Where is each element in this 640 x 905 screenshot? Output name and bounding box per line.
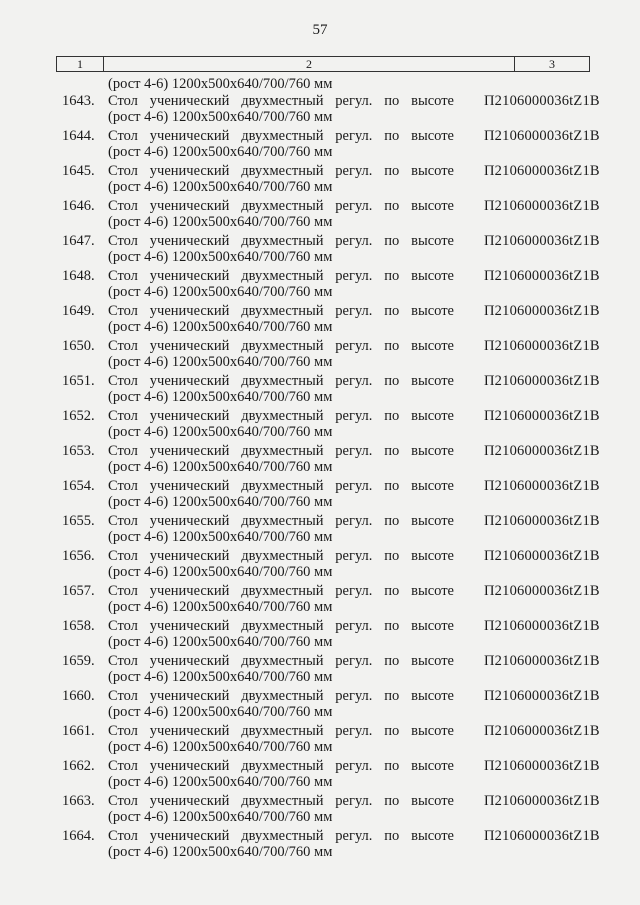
row-number: 1662. — [62, 758, 95, 774]
row-description — [108, 653, 454, 685]
row-description — [108, 233, 454, 265]
table-row — [56, 617, 616, 652]
row-number: 1650. — [62, 338, 95, 354]
row-description — [108, 548, 454, 580]
description-line-2: (рост 4-6) 1200х500х640/700/760 мм — [108, 389, 333, 405]
table-row — [56, 757, 616, 792]
table-row — [56, 547, 616, 582]
row-code: П2106000036tZ1B — [484, 443, 600, 459]
description-line-2: (рост 4-6) 1200х500х640/700/760 мм — [108, 494, 333, 510]
description-line-1: Стол ученический двухместный регул. по высоте — [108, 548, 454, 564]
table-header — [56, 56, 590, 72]
row-number: 1651. — [62, 373, 95, 389]
description-line-1: Стол ученический двухместный регул. по высоте — [108, 793, 454, 809]
description-line-1: Стол ученический двухместный регул. по высоте — [108, 688, 454, 704]
row-code: П2106000036tZ1B — [484, 793, 600, 809]
row-number: 1659. — [62, 653, 95, 669]
description-line-1: Стол ученический двухместный регул. по высоте — [108, 653, 454, 669]
row-number: 1648. — [62, 268, 95, 284]
row-code: П2106000036tZ1B — [484, 408, 600, 424]
row-description — [108, 93, 454, 125]
description-line-2: (рост 4-6) 1200х500х640/700/760 мм — [108, 214, 333, 230]
description-line-2: (рост 4-6) 1200х500х640/700/760 мм — [108, 564, 333, 580]
table-row — [56, 827, 616, 862]
description-line-1: Стол ученический двухместный регул. по высоте — [108, 723, 454, 739]
row-code: П2106000036tZ1B — [484, 93, 600, 109]
description-line-2: (рост 4-6) 1200х500х640/700/760 мм — [108, 284, 333, 300]
row-description — [108, 478, 454, 510]
description-line-2: (рост 4-6) 1200х500х640/700/760 мм — [108, 354, 333, 370]
table-row — [56, 267, 616, 302]
row-code: П2106000036tZ1B — [484, 653, 600, 669]
description-line-1: Стол ученический двухместный регул. по высоте — [108, 338, 454, 354]
table-row — [56, 687, 616, 722]
description-line-1: Стол ученический двухместный регул. по высоте — [108, 513, 454, 529]
row-description — [108, 268, 454, 300]
description-line-1: Стол ученический двухместный регул. по высоте — [108, 618, 454, 634]
row-number: 1658. — [62, 618, 95, 634]
row-number: 1645. — [62, 163, 95, 179]
table-row — [56, 337, 616, 372]
row-number: 1652. — [62, 408, 95, 424]
table-row — [56, 197, 616, 232]
row-number: 1646. — [62, 198, 95, 214]
row-number: 1657. — [62, 583, 95, 599]
row-description — [108, 793, 454, 825]
description-line-1: Стол ученический двухместный регул. по высоте — [108, 198, 454, 214]
row-description — [108, 828, 454, 860]
table-row — [56, 652, 616, 687]
table-row — [56, 92, 616, 127]
table-row — [56, 792, 616, 827]
row-description — [108, 163, 454, 195]
row-description — [108, 443, 454, 475]
description-line-1: Стол ученический двухместный регул. по высоте — [108, 828, 454, 844]
table-body — [56, 76, 616, 862]
column-header-1: 1 — [57, 57, 104, 71]
table-row — [56, 127, 616, 162]
row-description — [108, 128, 454, 160]
row-number: 1649. — [62, 303, 95, 319]
column-header-2: 2 — [104, 57, 515, 71]
row-number: 1663. — [62, 793, 95, 809]
description-line-1: Стол ученический двухместный регул. по высоте — [108, 373, 454, 389]
row-number: 1664. — [62, 828, 95, 844]
description-line-1: Стол ученический двухместный регул. по высоте — [108, 303, 454, 319]
row-code: П2106000036tZ1B — [484, 548, 600, 564]
description-line-1: Стол ученический двухместный регул. по высоте — [108, 93, 454, 109]
description-line-2: (рост 4-6) 1200х500х640/700/760 мм — [108, 424, 333, 440]
row-code: П2106000036tZ1B — [484, 198, 600, 214]
continuation-line: (рост 4-6) 1200х500х640/700/760 мм — [108, 76, 333, 92]
row-description — [108, 198, 454, 230]
description-line-2: (рост 4-6) 1200х500х640/700/760 мм — [108, 109, 333, 125]
row-number: 1655. — [62, 513, 95, 529]
description-line-1: Стол ученический двухместный регул. по высоте — [108, 443, 454, 459]
table-row — [56, 232, 616, 267]
row-description — [108, 758, 454, 790]
description-line-2: (рост 4-6) 1200х500х640/700/760 мм — [108, 144, 333, 160]
row-code: П2106000036tZ1B — [484, 303, 600, 319]
description-line-1: Стол ученический двухместный регул. по высоте — [108, 478, 454, 494]
row-description — [108, 583, 454, 615]
description-line-1: Стол ученический двухместный регул. по высоте — [108, 583, 454, 599]
description-line-2: (рост 4-6) 1200х500х640/700/760 мм — [108, 459, 333, 475]
description-line-2: (рост 4-6) 1200х500х640/700/760 мм — [108, 669, 333, 685]
row-description — [108, 618, 454, 650]
row-code: П2106000036tZ1B — [484, 478, 600, 494]
description-line-2: (рост 4-6) 1200х500х640/700/760 мм — [108, 179, 333, 195]
row-code: П2106000036tZ1B — [484, 758, 600, 774]
row-number: 1654. — [62, 478, 95, 494]
row-number: 1653. — [62, 443, 95, 459]
description-line-1: Стол ученический двухместный регул. по высоте — [108, 163, 454, 179]
row-description — [108, 723, 454, 755]
row-code: П2106000036tZ1B — [484, 268, 600, 284]
table-row — [56, 442, 616, 477]
table-row — [56, 512, 616, 547]
row-code: П2106000036tZ1B — [484, 513, 600, 529]
column-header-3: 3 — [549, 57, 555, 71]
description-line-2: (рост 4-6) 1200х500х640/700/760 мм — [108, 529, 333, 545]
row-code: П2106000036tZ1B — [484, 338, 600, 354]
description-line-2: (рост 4-6) 1200х500х640/700/760 мм — [108, 739, 333, 755]
row-number: 1660. — [62, 688, 95, 704]
row-number: 1661. — [62, 723, 95, 739]
row-code: П2106000036tZ1B — [484, 373, 600, 389]
row-description — [108, 688, 454, 720]
table-row — [56, 302, 616, 337]
row-code: П2106000036tZ1B — [484, 233, 600, 249]
description-line-1: Стол ученический двухместный регул. по высоте — [108, 758, 454, 774]
row-description — [108, 373, 454, 405]
description-line-1: Стол ученический двухместный регул. по высоте — [108, 408, 454, 424]
row-number: 1643. — [62, 93, 95, 109]
description-line-2: (рост 4-6) 1200х500х640/700/760 мм — [108, 249, 333, 265]
row-description — [108, 303, 454, 335]
table-row — [56, 407, 616, 442]
description-line-1: Стол ученический двухместный регул. по высоте — [108, 128, 454, 144]
row-code: П2106000036tZ1B — [484, 723, 600, 739]
description-line-1: Стол ученический двухместный регул. по высоте — [108, 268, 454, 284]
description-line-2: (рост 4-6) 1200х500х640/700/760 мм — [108, 844, 333, 860]
row-number: 1656. — [62, 548, 95, 564]
row-code: П2106000036tZ1B — [484, 163, 600, 179]
description-line-2: (рост 4-6) 1200х500х640/700/760 мм — [108, 774, 333, 790]
description-line-1: Стол ученический двухместный регул. по высоте — [108, 233, 454, 249]
table-row — [56, 477, 616, 512]
description-line-2: (рост 4-6) 1200х500х640/700/760 мм — [108, 634, 333, 650]
row-description — [108, 338, 454, 370]
table-row — [56, 722, 616, 757]
description-line-2: (рост 4-6) 1200х500х640/700/760 мм — [108, 809, 333, 825]
row-description — [108, 408, 454, 440]
row-code: П2106000036tZ1B — [484, 583, 600, 599]
row-code: П2106000036tZ1B — [484, 618, 600, 634]
row-number: 1644. — [62, 128, 95, 144]
table-row — [56, 372, 616, 407]
row-number: 1647. — [62, 233, 95, 249]
row-description — [108, 513, 454, 545]
description-line-2: (рост 4-6) 1200х500х640/700/760 мм — [108, 704, 333, 720]
row-code: П2106000036tZ1B — [484, 688, 600, 704]
row-code: П2106000036tZ1B — [484, 128, 600, 144]
row-code: П2106000036tZ1B — [484, 828, 600, 844]
table-row — [56, 582, 616, 617]
table-row — [56, 162, 616, 197]
description-line-2: (рост 4-6) 1200х500х640/700/760 мм — [108, 319, 333, 335]
page-number: 57 — [312, 22, 328, 38]
description-line-2: (рост 4-6) 1200х500х640/700/760 мм — [108, 599, 333, 615]
